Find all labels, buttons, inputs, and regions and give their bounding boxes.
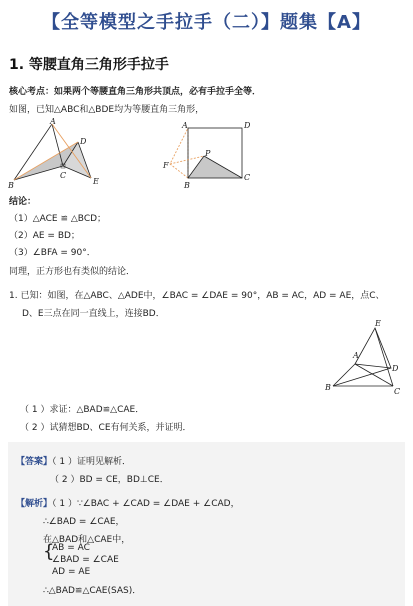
fig3-label-b: B bbox=[325, 383, 331, 392]
intro-text: 如图，已知△ABC和△BDE均为等腰直角三角形， bbox=[9, 105, 205, 115]
fig3-label-a: A bbox=[353, 351, 359, 360]
conclusion-label: 结论： bbox=[9, 197, 37, 207]
fig2-label-f: F bbox=[163, 161, 169, 170]
core-point: 核心考点：如果两个等腰直角三角形共顶点，必有手拉手全等． bbox=[9, 87, 262, 97]
system-eq-3: AD = AE bbox=[52, 567, 91, 577]
system-eq-2: ∠BAD = ∠CAE bbox=[52, 555, 119, 565]
conclusion-item: （3）∠BFA = 90°． bbox=[9, 248, 96, 258]
fig2-label-b: B bbox=[184, 181, 190, 190]
fig2-label-p: P bbox=[205, 149, 211, 158]
fig1-label-c: C bbox=[60, 171, 67, 180]
analysis-3: 在△BAD和△CAE中， bbox=[43, 535, 131, 545]
conclusion-item: （1）△ACE ≌ △BCD； bbox=[9, 214, 107, 224]
page-title: 【全等模型之手拉手（二）】题集【A】 bbox=[42, 12, 371, 33]
problem-statement-line2: D、E三点在同一直线上，连接BD． bbox=[22, 309, 165, 319]
fig2-label-d: D bbox=[244, 121, 251, 130]
figure-hand-in-hand-triangles bbox=[8, 118, 108, 190]
question-1: （ 1 ）求证：△BAD≌△CAE． bbox=[20, 405, 145, 415]
section-heading: 1. 等腰直角三角形手拉手 bbox=[9, 57, 169, 73]
fig1-label-d: D bbox=[80, 137, 87, 146]
fig2-label-c: C bbox=[244, 173, 251, 182]
fig1-label-b: B bbox=[8, 181, 14, 190]
figure-problem bbox=[325, 318, 405, 398]
fig1-label-e: E bbox=[93, 177, 99, 186]
question-2: （ 2 ）试猜想BD、CE有何关系，并证明． bbox=[20, 423, 192, 433]
analysis-tag: 【解析】 bbox=[16, 499, 53, 509]
square-note: 同理，正方形也有类似的结论． bbox=[9, 267, 136, 277]
fig1-label-a: A bbox=[50, 118, 56, 126]
answer-tag: 【答案】 bbox=[16, 457, 53, 467]
analysis-2: ∴∠BAD = ∠CAE， bbox=[43, 517, 125, 527]
analysis-1: （ 1 ）∵∠BAC + ∠CAD = ∠DAE + ∠CAD， bbox=[52, 499, 240, 509]
answer-2: （ 2 ）BD = CE，BD⊥CE． bbox=[50, 475, 169, 485]
fig2-label-a: A bbox=[182, 121, 188, 130]
conclusion-item: （2）AE = BD； bbox=[9, 231, 80, 241]
fig3-label-c: C bbox=[394, 387, 401, 396]
fig3-label-e: E bbox=[375, 319, 381, 328]
fig3-label-d: D bbox=[392, 364, 399, 373]
analysis-4: ∴△BAD≌△CAE(SAS)． bbox=[43, 586, 142, 596]
system-eq-1: AB = AC bbox=[52, 543, 90, 553]
answer-1: （ 1 ）证明见解析． bbox=[52, 457, 131, 467]
problem-statement-line1: 1. 已知：如图，在△ABC、△ADE中，∠BAC = ∠DAE = 90°，AB = AC，AD = AE，点C、 bbox=[9, 291, 385, 301]
figure-squares bbox=[160, 118, 260, 190]
